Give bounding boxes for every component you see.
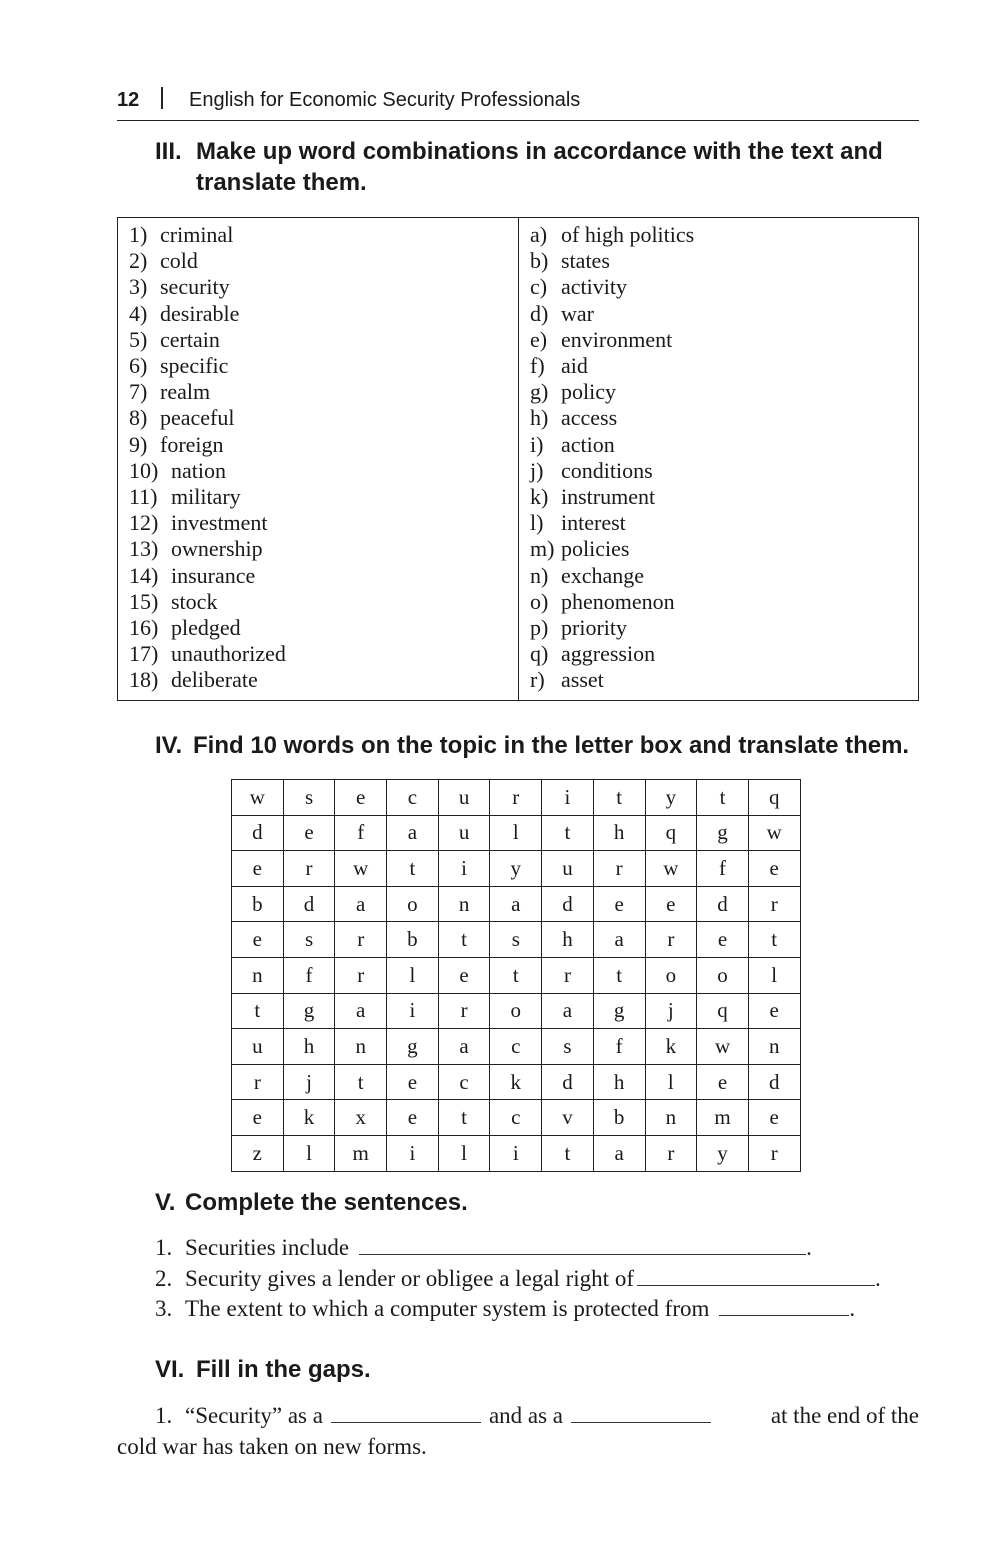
- letter-cell: a: [542, 993, 594, 1029]
- page-number: 12: [117, 89, 140, 111]
- fill-line-1: [117, 1400, 919, 1431]
- right-column-item-mark: n): [530, 562, 549, 588]
- letter-cell: l: [645, 1064, 697, 1100]
- right-column-item-text: priority: [561, 615, 627, 641]
- left-column-item: [129, 353, 508, 379]
- letter-box: [231, 779, 801, 1172]
- right-column-item-mark: l): [530, 510, 544, 536]
- letter-cell: g: [697, 815, 749, 851]
- letter-row: [232, 851, 801, 887]
- sentence-text: Securities include: [185, 1235, 350, 1260]
- letter-cell: q: [697, 993, 749, 1029]
- section-5-heading: [155, 1187, 919, 1218]
- letter-cell: d: [542, 1064, 594, 1100]
- letter-cell: n: [438, 886, 490, 922]
- letter-cell: e: [232, 922, 284, 958]
- right-column-item-mark: a): [530, 222, 548, 247]
- left-column-item-text: investment: [171, 510, 268, 536]
- letter-cell: f: [593, 1029, 645, 1065]
- left-column-item: [129, 222, 508, 248]
- header-divider: [161, 87, 163, 109]
- right-column-item-text: aggression: [561, 641, 656, 667]
- book-title: English for Economic Security Professionals: [189, 89, 581, 111]
- section-4-number: IV.: [155, 732, 183, 759]
- letter-cell: e: [593, 886, 645, 922]
- page-header: [117, 84, 919, 121]
- right-column-item: [530, 667, 908, 693]
- letter-cell: d: [697, 886, 749, 922]
- letter-cell: h: [542, 922, 594, 958]
- letter-cell: e: [232, 851, 284, 887]
- letter-cell: a: [335, 886, 387, 922]
- letter-cell: y: [697, 1135, 749, 1171]
- letter-cell: t: [697, 780, 749, 816]
- letter-cell: l: [748, 957, 800, 993]
- right-column-item-text: conditions: [561, 457, 653, 483]
- section-4-heading: [155, 730, 919, 761]
- letter-cell: m: [697, 1100, 749, 1136]
- right-column-item-text: aid: [561, 353, 588, 379]
- letter-cell: j: [283, 1064, 335, 1100]
- letter-cell: o: [697, 957, 749, 993]
- letter-cell: b: [593, 1100, 645, 1136]
- letter-cell: r: [748, 886, 800, 922]
- left-column-item: [129, 615, 508, 641]
- sentence-item: [155, 1233, 919, 1264]
- letter-cell: t: [232, 993, 284, 1029]
- left-column-item-mark: 6): [129, 353, 148, 379]
- letter-cell: s: [283, 780, 335, 816]
- section-3-title: Make up word combinations in accordance with the text and translate them.: [196, 138, 883, 196]
- answer-blank[interactable]: [719, 1295, 849, 1316]
- letter-cell: a: [438, 1029, 490, 1065]
- left-column-item-text: deliberate: [171, 667, 258, 693]
- left-column-item-text: criminal: [160, 222, 234, 247]
- letter-cell: t: [542, 1135, 594, 1171]
- letter-cell: l: [387, 957, 439, 993]
- left-column-item: [129, 405, 508, 431]
- letter-cell: t: [490, 957, 542, 993]
- fill-text-1: “Security” as a: [185, 1403, 323, 1428]
- letter-cell: i: [387, 1135, 439, 1171]
- sentence-number: 2.: [155, 1265, 173, 1291]
- right-column-item: [530, 510, 908, 536]
- left-column-item: [129, 248, 508, 274]
- letter-cell: j: [645, 993, 697, 1029]
- right-column-item-text: interest: [561, 510, 626, 536]
- left-column-item-text: military: [171, 484, 241, 510]
- letter-cell: e: [387, 1100, 439, 1136]
- letter-cell: e: [697, 1064, 749, 1100]
- letter-cell: w: [232, 780, 284, 816]
- letter-cell: u: [232, 1029, 284, 1065]
- right-column-item-mark: m): [530, 536, 555, 562]
- letter-cell: c: [387, 780, 439, 816]
- left-column-item-mark: 1): [129, 222, 148, 247]
- letter-cell: n: [645, 1100, 697, 1136]
- fill-text-2: and as a: [488, 1403, 564, 1428]
- letter-cell: k: [283, 1100, 335, 1136]
- right-column-item-text: war: [561, 300, 594, 326]
- letter-cell: c: [438, 1064, 490, 1100]
- letter-cell: l: [283, 1135, 335, 1171]
- letter-cell: d: [232, 815, 284, 851]
- letter-cell: i: [542, 780, 594, 816]
- letter-cell: t: [438, 1100, 490, 1136]
- left-column-item-mark: 5): [129, 326, 148, 352]
- letter-cell: o: [387, 886, 439, 922]
- right-column-item: [530, 222, 908, 248]
- right-column-item: [530, 274, 908, 300]
- letter-cell: t: [387, 851, 439, 887]
- right-column-item: [530, 248, 908, 274]
- right-column-item-text: policy: [561, 379, 616, 405]
- right-column-item-mark: q): [530, 641, 549, 667]
- letter-cell: e: [748, 851, 800, 887]
- letter-cell: a: [593, 922, 645, 958]
- letter-row: [232, 1064, 801, 1100]
- fill-number: 1.: [155, 1403, 173, 1428]
- letter-cell: l: [438, 1135, 490, 1171]
- letter-row: [232, 993, 801, 1029]
- letter-cell: g: [593, 993, 645, 1029]
- letter-cell: r: [645, 1135, 697, 1171]
- left-column-item: [129, 589, 508, 615]
- left-column-item-mark: 7): [129, 379, 148, 405]
- letter-cell: r: [748, 1135, 800, 1171]
- gap-blank[interactable]: [331, 1402, 481, 1423]
- sentence-end: .: [806, 1235, 812, 1260]
- left-column-item-mark: 4): [129, 300, 148, 326]
- letter-cell: r: [593, 851, 645, 887]
- left-column-item-mark: 14): [129, 562, 159, 588]
- sentence-number: 1.: [155, 1235, 173, 1260]
- letter-cell: r: [232, 1064, 284, 1100]
- letter-cell: o: [645, 957, 697, 993]
- letter-cell: w: [645, 851, 697, 887]
- letter-cell: e: [438, 957, 490, 993]
- letter-cell: s: [542, 1029, 594, 1065]
- right-column-item-mark: b): [530, 248, 549, 274]
- left-column-item-mark: 10): [129, 457, 159, 483]
- letter-cell: w: [748, 815, 800, 851]
- right-column-item-text: phenomenon: [561, 588, 675, 614]
- fill-line-2: cold war has taken on new forms.: [117, 1434, 427, 1459]
- letter-cell: x: [335, 1100, 387, 1136]
- left-column-item-text: nation: [171, 457, 226, 483]
- left-column-item-mark: 12): [129, 510, 159, 536]
- letter-cell: b: [232, 886, 284, 922]
- letter-cell: i: [438, 851, 490, 887]
- sentence-number: 3.: [155, 1296, 173, 1321]
- letter-cell: k: [645, 1029, 697, 1065]
- left-column-item: [129, 274, 508, 300]
- letter-cell: h: [593, 815, 645, 851]
- word-combination-table: [117, 217, 919, 701]
- section-6-title: Fill in the gaps.: [196, 1356, 371, 1383]
- letter-cell: c: [490, 1029, 542, 1065]
- letter-cell: l: [490, 815, 542, 851]
- fill-paragraph: [117, 1400, 919, 1462]
- letter-cell: q: [748, 780, 800, 816]
- letter-cell: t: [542, 815, 594, 851]
- letter-row: [232, 1029, 801, 1065]
- right-column-item-mark: f): [530, 353, 545, 379]
- sentence-item: [155, 1294, 919, 1325]
- letter-cell: e: [748, 1100, 800, 1136]
- sentence-end: .: [849, 1296, 856, 1321]
- right-column-item: [530, 405, 908, 431]
- left-column-item-text: ownership: [171, 536, 263, 562]
- letter-cell: e: [283, 815, 335, 851]
- answer-blank[interactable]: [637, 1265, 875, 1286]
- section-6-number: VI.: [155, 1356, 185, 1383]
- left-column-item: [129, 667, 508, 693]
- right-column-item-mark: e): [530, 326, 548, 352]
- letter-row: [232, 1135, 801, 1171]
- section-4-title: Find 10 words on the topic in the letter box and translate them.: [193, 732, 910, 759]
- left-column-item-mark: 8): [129, 405, 148, 431]
- letter-row: [232, 886, 801, 922]
- right-column-item: [530, 327, 908, 353]
- letter-row: [232, 957, 801, 993]
- left-column-item-text: pledged: [171, 615, 241, 641]
- right-column-item-text: asset: [561, 667, 604, 693]
- left-column-item-text: cold: [160, 248, 198, 274]
- left-column-item: [129, 432, 508, 458]
- letter-cell: a: [593, 1135, 645, 1171]
- left-column-item-mark: 16): [129, 615, 159, 641]
- letter-cell: f: [335, 815, 387, 851]
- right-column-item-mark: k): [530, 484, 549, 510]
- letter-row: [232, 815, 801, 851]
- left-column-item: [129, 327, 508, 353]
- letter-cell: u: [542, 851, 594, 887]
- right-column-item-mark: j): [530, 457, 544, 483]
- right-column-item: [530, 458, 908, 484]
- letter-cell: t: [335, 1064, 387, 1100]
- letter-cell: n: [335, 1029, 387, 1065]
- letter-cell: h: [593, 1064, 645, 1100]
- sentence-list: [155, 1233, 919, 1325]
- left-column-item-text: unauthorized: [171, 641, 286, 667]
- letter-cell: e: [697, 922, 749, 958]
- letter-cell: w: [335, 851, 387, 887]
- letter-cell: a: [387, 815, 439, 851]
- letter-cell: d: [748, 1064, 800, 1100]
- left-column-item: [129, 641, 508, 667]
- right-column-item-text: environment: [561, 326, 673, 352]
- left-column-item-text: security: [160, 274, 230, 300]
- letter-cell: w: [697, 1029, 749, 1065]
- letter-cell: r: [645, 922, 697, 958]
- letter-cell: u: [438, 815, 490, 851]
- letter-cell: r: [438, 993, 490, 1029]
- right-column-item: [530, 379, 908, 405]
- left-column-item-mark: 9): [129, 431, 148, 457]
- letter-cell: e: [748, 993, 800, 1029]
- left-column-item-text: specific: [160, 353, 229, 379]
- letter-cell: r: [335, 922, 387, 958]
- left-column-item-mark: 13): [129, 536, 159, 562]
- letter-cell: t: [438, 922, 490, 958]
- right-column-item-mark: o): [530, 588, 549, 614]
- letter-cell: r: [283, 851, 335, 887]
- letter-cell: i: [387, 993, 439, 1029]
- letter-cell: o: [490, 993, 542, 1029]
- letter-cell: i: [490, 1135, 542, 1171]
- section-3-number: III.: [155, 138, 182, 165]
- letter-cell: b: [387, 922, 439, 958]
- left-column-item: [129, 563, 508, 589]
- left-column-item: [129, 510, 508, 536]
- sentence-end: .: [874, 1265, 881, 1291]
- right-column-item: [530, 589, 908, 615]
- right-column: [518, 218, 918, 700]
- right-column-item-text: exchange: [561, 562, 645, 588]
- letter-cell: t: [593, 780, 645, 816]
- right-column-item: [530, 484, 908, 510]
- letter-cell: y: [490, 851, 542, 887]
- letter-cell: c: [490, 1100, 542, 1136]
- letter-cell: d: [283, 886, 335, 922]
- letter-cell: r: [490, 780, 542, 816]
- right-column-item: [530, 563, 908, 589]
- gap-blank[interactable]: [571, 1402, 711, 1423]
- letter-cell: s: [283, 922, 335, 958]
- left-column-item-text: foreign: [160, 431, 224, 457]
- letter-row: [232, 922, 801, 958]
- right-column-item-mark: r): [530, 667, 545, 693]
- left-column-item-text: realm: [160, 379, 211, 405]
- letter-cell: g: [283, 993, 335, 1029]
- right-column-item: [530, 432, 908, 458]
- letter-cell: s: [490, 922, 542, 958]
- right-column-item-text: states: [561, 248, 610, 274]
- right-column-item: [530, 615, 908, 641]
- left-column-item-mark: 3): [129, 274, 148, 300]
- left-column-item-text: peaceful: [160, 405, 235, 431]
- right-column-item: [530, 301, 908, 327]
- letter-cell: a: [335, 993, 387, 1029]
- letter-cell: f: [697, 851, 749, 887]
- left-column-item: [129, 379, 508, 405]
- fill-text-3: at the end of the: [770, 1403, 919, 1428]
- section-5-title: Complete the sentences.: [185, 1189, 468, 1216]
- right-column-item-mark: g): [530, 379, 549, 405]
- right-column-item-mark: p): [530, 615, 549, 641]
- left-column: [118, 218, 518, 700]
- letter-cell: y: [645, 780, 697, 816]
- right-column-item-mark: d): [530, 300, 549, 326]
- right-column-item-text: activity: [561, 274, 627, 300]
- sentence-item: [155, 1264, 919, 1295]
- right-column-item-text: action: [561, 431, 615, 457]
- left-column-item: [129, 301, 508, 327]
- letter-cell: e: [387, 1064, 439, 1100]
- left-column-item: [129, 484, 508, 510]
- letter-row: [232, 1100, 801, 1136]
- letter-cell: e: [335, 780, 387, 816]
- right-column-item-text: policies: [561, 536, 630, 562]
- sentence-text: The extent to which a computer system is protected from: [185, 1296, 710, 1321]
- section-5-number: V.: [155, 1189, 176, 1216]
- section-3-heading: [155, 136, 915, 198]
- sentence-text: Security gives a lender or obligee a legal right of: [185, 1265, 634, 1291]
- right-column-item-mark: i): [530, 431, 544, 457]
- letter-cell: k: [490, 1064, 542, 1100]
- right-column-item: [530, 536, 908, 562]
- left-column-item-text: certain: [160, 326, 220, 352]
- right-column-item: [530, 641, 908, 667]
- right-column-item-mark: c): [530, 274, 548, 300]
- right-column-item-text: instrument: [561, 484, 656, 510]
- letter-cell: t: [748, 922, 800, 958]
- left-column-item-mark: 11): [129, 484, 158, 510]
- left-column-item-mark: 2): [129, 248, 148, 274]
- right-column-item-text: access: [561, 405, 618, 431]
- answer-blank[interactable]: [359, 1234, 806, 1255]
- letter-cell: h: [283, 1029, 335, 1065]
- letter-cell: d: [542, 886, 594, 922]
- left-column-item: [129, 536, 508, 562]
- right-column-item-mark: h): [530, 405, 549, 431]
- letter-cell: f: [283, 957, 335, 993]
- letter-cell: m: [335, 1135, 387, 1171]
- left-column-item-mark: 15): [129, 588, 159, 614]
- letter-cell: e: [232, 1100, 284, 1136]
- letter-cell: a: [490, 886, 542, 922]
- letter-cell: n: [748, 1029, 800, 1065]
- letter-cell: n: [232, 957, 284, 993]
- letter-cell: q: [645, 815, 697, 851]
- letter-cell: g: [387, 1029, 439, 1065]
- left-column-item-text: stock: [171, 588, 218, 614]
- letter-cell: z: [232, 1135, 284, 1171]
- section-6-heading: [155, 1354, 919, 1385]
- letter-cell: v: [542, 1100, 594, 1136]
- left-column-item-mark: 18): [129, 667, 159, 693]
- left-column-item: [129, 458, 508, 484]
- letter-cell: u: [438, 780, 490, 816]
- right-column-item-text: of high politics: [561, 222, 695, 247]
- letter-cell: t: [593, 957, 645, 993]
- left-column-item-text: desirable: [160, 300, 240, 326]
- letter-row: [232, 780, 801, 816]
- left-column-item-text: insurance: [171, 562, 256, 588]
- letter-cell: r: [542, 957, 594, 993]
- letter-cell: e: [645, 886, 697, 922]
- letter-cell: r: [335, 957, 387, 993]
- left-column-item-mark: 17): [129, 641, 159, 667]
- right-column-item: [530, 353, 908, 379]
